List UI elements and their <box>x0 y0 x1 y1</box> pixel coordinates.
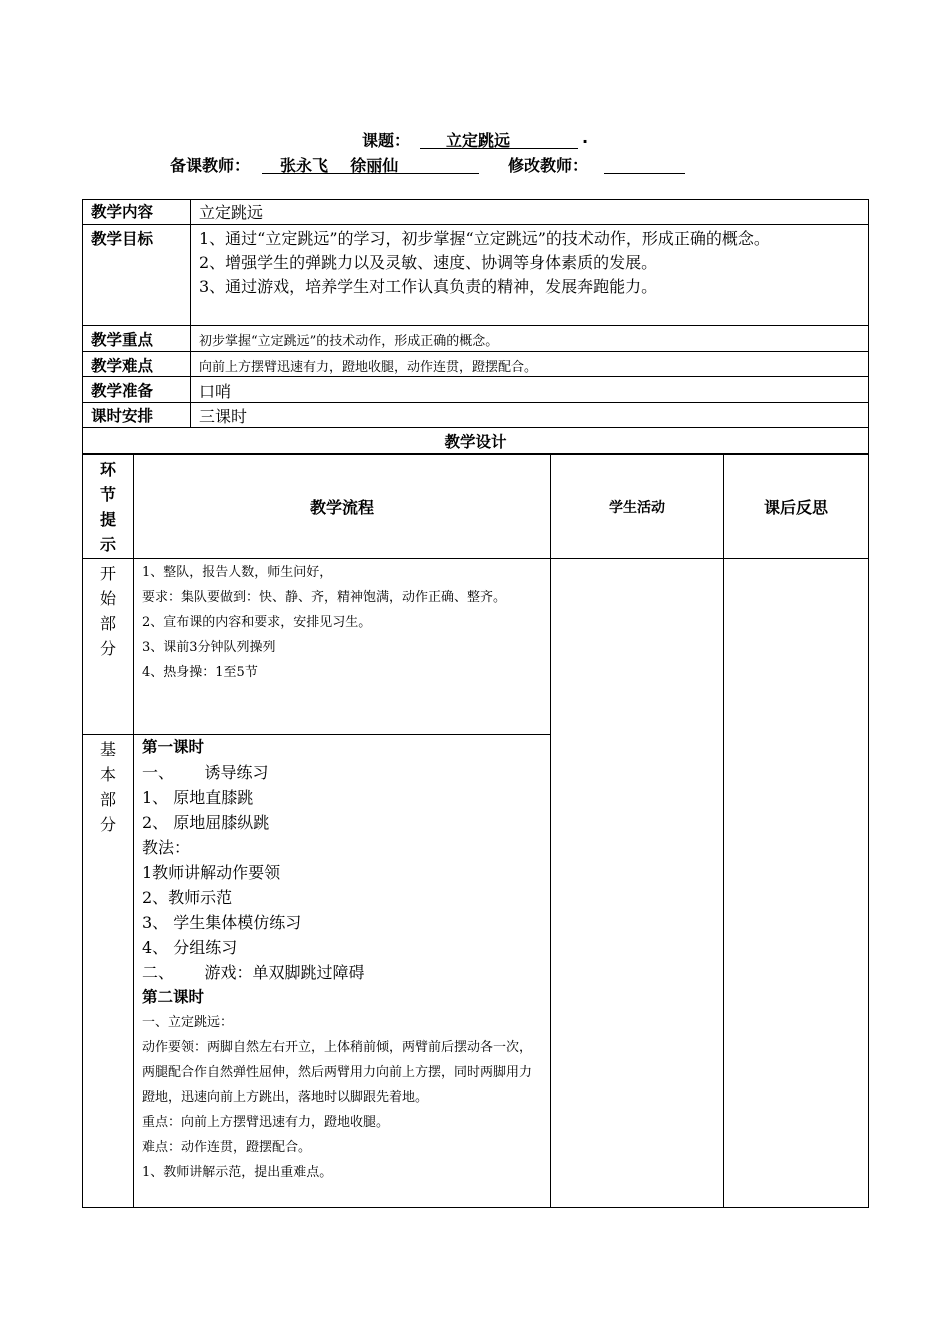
reflection-cell <box>724 559 869 1208</box>
lesson1-line: 1、 原地直膝跳 <box>142 788 254 807</box>
stage-opening <box>83 559 134 735</box>
row-key-points <box>83 326 869 352</box>
lesson1-line: 教法： <box>142 838 191 857</box>
label-preparation: 教学准备 <box>83 377 191 403</box>
goal-1: 1、通过“立定跳远”的学习，初步掌握“立定跳远”的技术动作，形成正确的概念。 <box>199 229 770 248</box>
basic-flow <box>134 735 551 1208</box>
lesson-design-table <box>82 454 869 1208</box>
lesson-info-table <box>82 199 869 454</box>
lesson1-line: 3、 学生集体模仿练习 <box>142 913 302 932</box>
stage-char: 基 <box>99 740 116 759</box>
value-key-points: 初步掌握“立定跳远”的技术动作，形成正确的概念。 <box>191 326 869 352</box>
row-schedule <box>83 403 869 428</box>
lesson2-line: 动作要领：两脚自然左右开立，上体稍前倾，两臂前后摆动各一次，两腿配合作自然弹性屈伸，然后两臂用力向前上方摆，同时两脚用力蹬地，迅速向前上方跳出，落地时以脚跟先着地。 <box>142 1040 533 1105</box>
prep-teacher-value: 张永飞 徐丽仙 <box>280 156 399 175</box>
row-design-title <box>83 428 869 454</box>
lesson2-line: 1、教师讲解示范，提出重难点。 <box>142 1165 333 1180</box>
lesson2-line: 难点：动作连贯，蹬摆配合。 <box>142 1140 312 1155</box>
stage-char: 提 <box>99 510 116 529</box>
opening-line: 1、整队，报告人数，师生问好， <box>142 565 333 580</box>
label-goals: 教学目标 <box>83 225 191 326</box>
stage-char: 开 <box>99 564 116 583</box>
col-flow-header: 教学流程 <box>134 455 551 559</box>
lesson2-line: 一、立定跳远： <box>142 1015 234 1030</box>
label-key-points: 教学重点 <box>83 326 191 352</box>
stage-basic <box>83 735 134 1208</box>
value-difficulties: 向前上方摆臂迅速有力，蹬地收腿，动作连贯，蹬摆配合。 <box>191 352 869 377</box>
label-content: 教学内容 <box>83 200 191 225</box>
stage-char: 环 <box>99 460 116 479</box>
col-reflect-header: 课后反思 <box>724 455 869 559</box>
lesson1-line: 二、 游戏：单双脚跳过障碍 <box>142 963 365 982</box>
opening-line: 3、课前3分钟队列操列 <box>142 640 276 655</box>
revise-teacher-underline <box>604 153 685 174</box>
row-difficulties <box>83 352 869 377</box>
revise-teacher-label: 修改教师： <box>508 156 589 175</box>
opening-flow <box>134 559 551 735</box>
lesson1-title: 第一课时 <box>142 738 205 756</box>
design-header-row <box>83 455 869 559</box>
stage-char: 本 <box>99 765 116 784</box>
title-end: . <box>582 128 589 147</box>
row-goals <box>83 225 869 326</box>
stage-char: 部 <box>99 790 116 809</box>
value-preparation: 口哨 <box>191 377 869 403</box>
opening-row <box>83 559 869 735</box>
stage-char: 部 <box>99 614 116 633</box>
lesson1-line: 2、教师示范 <box>142 888 233 907</box>
title-value: 立定跳远 <box>446 131 511 150</box>
lesson1-line: 一、 诱导练习 <box>142 763 269 782</box>
stage-char: 始 <box>99 589 116 608</box>
opening-line: 4、热身操：1至5节 <box>142 665 258 680</box>
lesson1-line: 4、 分组练习 <box>142 938 238 957</box>
opening-line: 2、宣布课的内容和要求，安排见习生。 <box>142 615 372 630</box>
goal-3: 3、通过游戏，培养学生对工作认真负责的精神，发展奔跑能力。 <box>199 277 658 296</box>
value-content: 立定跳远 <box>191 200 869 225</box>
col-stage-header <box>83 455 134 559</box>
lesson1-line: 1教师讲解动作要领 <box>142 863 281 882</box>
opening-line: 要求：集队要做到：快、静、齐，精神饱满，动作正确、整齐。 <box>142 590 507 605</box>
label-difficulties: 教学难点 <box>83 352 191 377</box>
title-label: 课题： <box>362 131 411 150</box>
design-title: 教学设计 <box>83 428 869 454</box>
row-content <box>83 200 869 225</box>
lesson1-line: 2、 原地屈膝纵跳 <box>142 813 270 832</box>
stage-char: 分 <box>99 815 116 834</box>
lesson2-title: 第二课时 <box>142 988 205 1006</box>
value-schedule: 三课时 <box>191 403 869 428</box>
row-preparation <box>83 377 869 403</box>
label-schedule: 课时安排 <box>83 403 191 428</box>
col-student-header: 学生活动 <box>551 455 724 559</box>
goal-2: 2、增强学生的弹跳力以及灵敏、速度、协调等身体素质的发展。 <box>199 253 658 272</box>
stage-char: 分 <box>99 639 116 658</box>
prep-teacher-label: 备课教师： <box>170 156 251 175</box>
stage-char: 节 <box>99 485 116 504</box>
student-activity-cell <box>551 559 724 1208</box>
stage-char: 示 <box>99 535 116 554</box>
lesson2-line: 重点：向前上方摆臂迅速有力，蹬地收腿。 <box>142 1115 390 1130</box>
